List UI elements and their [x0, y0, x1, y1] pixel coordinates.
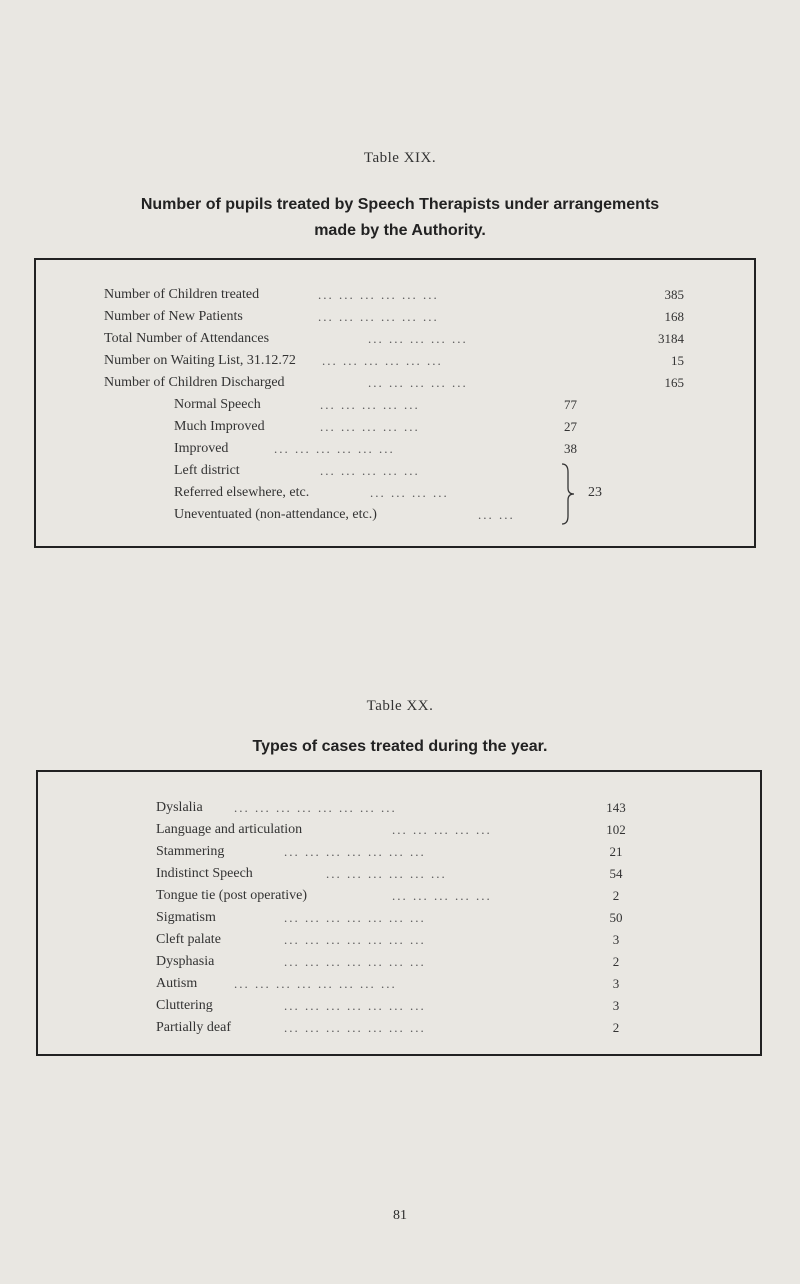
- row-value: 54: [609, 866, 623, 881]
- row-leader-dots: ... ... ... ... ... ... ...: [284, 910, 426, 925]
- row-value: 50: [609, 910, 623, 925]
- row-label: Indistinct Speech: [156, 866, 253, 881]
- row-label: Dysphasia: [156, 954, 215, 969]
- row-leader-dots: ... ... ... ... ... ...: [274, 441, 395, 456]
- row-leader-dots: ... ... ... ... ...: [320, 419, 420, 434]
- row-value: 3184: [658, 331, 684, 346]
- row-leader-dots: ... ... ... ... ... ... ...: [284, 998, 426, 1013]
- row-label: Cleft palate: [156, 932, 221, 947]
- row-label: Cluttering: [156, 998, 213, 1013]
- row-leader-dots: ... ... ... ... ... ... ... ...: [234, 976, 397, 991]
- row-leader-dots: ... ...: [478, 507, 515, 522]
- table-20-heading: Types of cases treated during the year.: [252, 738, 548, 755]
- row-label: Normal Speech: [174, 397, 261, 412]
- row-leader-dots: ... ... ... ... ...: [320, 463, 420, 478]
- row-leader-dots: ... ... ... ...: [370, 485, 449, 500]
- row-value: 38: [564, 441, 577, 456]
- row-leader-dots: ... ... ... ... ...: [392, 822, 492, 837]
- row-label: Tongue tie (post operative): [156, 888, 308, 903]
- row-leader-dots: ... ... ... ... ...: [320, 397, 420, 412]
- row-value: 2: [612, 954, 620, 969]
- row-value: 2: [612, 888, 620, 903]
- row-value: 2: [612, 1020, 620, 1035]
- row-label: Number of Children Discharged: [104, 375, 285, 390]
- grouped-value: 23: [588, 485, 602, 500]
- row-value: 15: [671, 353, 684, 368]
- row-label: Partially deaf: [156, 1020, 232, 1035]
- row-value: 102: [606, 822, 626, 837]
- row-label: Sigmatism: [156, 910, 216, 925]
- row-label: Dyslalia: [156, 800, 203, 815]
- row-label: Much Improved: [174, 419, 265, 434]
- row-leader-dots: ... ... ... ... ...: [368, 375, 468, 390]
- row-label: Uneventuated (non-attendance, etc.): [174, 507, 377, 522]
- table-19-heading-line1: Number of pupils treated by Speech Therapists under arrangements: [140, 196, 660, 213]
- row-value: 21: [609, 844, 623, 859]
- row-value: 385: [664, 287, 684, 302]
- row-label: Referred elsewhere, etc.: [174, 485, 310, 500]
- table-19-title: Table XIX.: [363, 150, 437, 166]
- row-leader-dots: ... ... ... ... ... ...: [318, 309, 439, 324]
- row-leader-dots: ... ... ... ... ... ... ...: [284, 932, 426, 947]
- row-value: 143: [606, 800, 626, 815]
- row-value: 77: [564, 397, 577, 412]
- row-label: Total Number of Attendances: [104, 331, 270, 346]
- row-leader-dots: ... ... ... ... ... ...: [322, 353, 443, 368]
- row-value: 27: [564, 419, 577, 434]
- page-number: 81: [393, 1208, 407, 1223]
- row-label: Stammering: [156, 844, 225, 859]
- row-label: Autism: [156, 976, 198, 991]
- row-leader-dots: ... ... ... ... ...: [368, 331, 468, 346]
- row-label: Number on Waiting List, 31.12.72: [104, 353, 296, 368]
- row-value: 3: [612, 976, 620, 991]
- row-label: Number of New Patients: [104, 309, 243, 324]
- table-19-heading-line2: made by the Authority.: [314, 222, 486, 239]
- row-leader-dots: ... ... ... ... ... ... ...: [284, 1020, 426, 1035]
- row-leader-dots: ... ... ... ... ... ... ... ...: [234, 800, 397, 815]
- row-leader-dots: ... ... ... ... ... ...: [318, 287, 439, 302]
- row-label: Improved: [174, 441, 229, 456]
- table-19-heading: [60, 192, 740, 244]
- row-value: 168: [664, 309, 684, 324]
- row-label: Left district: [174, 463, 240, 478]
- row-value: 165: [664, 375, 684, 390]
- row-leader-dots: ... ... ... ... ... ... ...: [284, 844, 426, 859]
- row-label: Number of Children treated: [104, 287, 260, 302]
- row-label: Language and articulation: [156, 822, 303, 837]
- row-value: 3: [612, 932, 620, 947]
- row-value: 3: [612, 998, 620, 1013]
- row-leader-dots: ... ... ... ... ... ...: [326, 866, 447, 881]
- table-20-title: Table XX.: [366, 698, 434, 714]
- row-leader-dots: ... ... ... ... ...: [392, 888, 492, 903]
- grouping-brace: [558, 462, 582, 526]
- row-leader-dots: ... ... ... ... ... ... ...: [284, 954, 426, 969]
